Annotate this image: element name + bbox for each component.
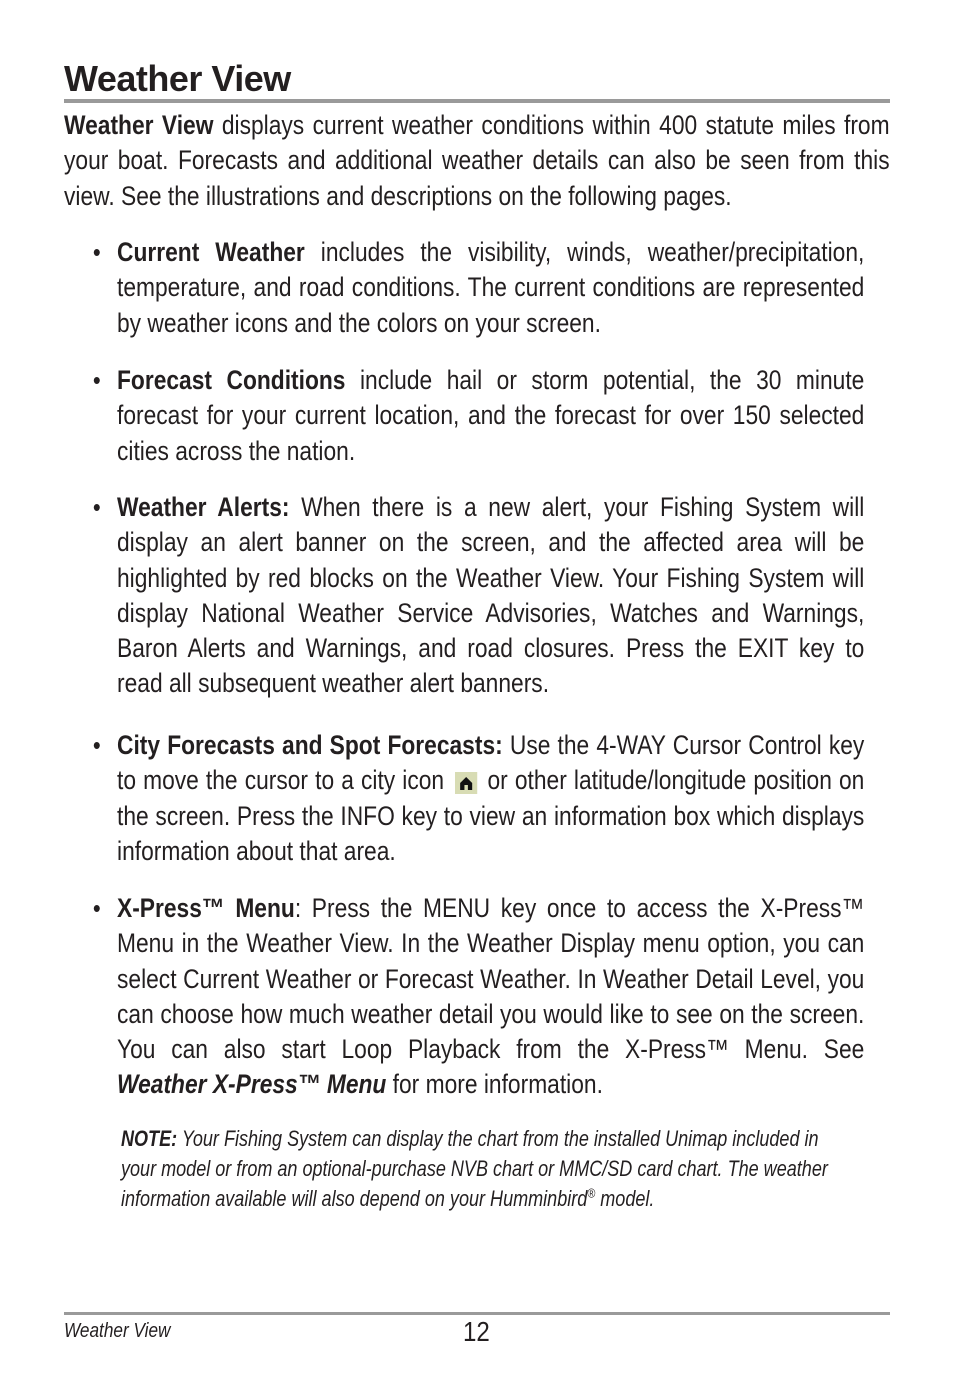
bullet-dot: • — [92, 730, 101, 760]
intro-paragraph — [64, 108, 890, 214]
bullet-dot: • — [92, 893, 101, 923]
note-paragraph — [121, 1124, 843, 1214]
intro-lead: Weather View — [64, 110, 214, 140]
bullet-text: include hail or storm potential, the 30 minute forecast for your current location, and the forecast for over 150 selected cities across the nation. — [117, 365, 865, 466]
bullet-dot: • — [92, 237, 101, 267]
bullet-forecast-conditions — [92, 363, 865, 469]
bullet-term: Forecast Conditions — [117, 365, 346, 395]
note-text: Your Fishing System can display the chart from the installed Unimap included in your model or from an optional-purchase NVB chart or MMC/SD card chart. The weather information available will also depend on your Humminbird — [121, 1126, 828, 1211]
registered-mark: ® — [587, 1185, 596, 1201]
bullet-text: When there is a new alert, your Fishing System will display an alert banner on the screen, and the affected area will be highlighted by red blocks on the Weather View. Your Fishing System will display National Weather Service Advisories, Watches and Warnings, Baron Alerts and Warnings, and road closures. Press the EXIT key to read all subsequent weather alert banners. — [117, 492, 865, 699]
page-number: 12 — [463, 1316, 490, 1347]
bullet-term: X-Press™ Menu — [117, 893, 295, 923]
bullet-term: Weather Alerts: — [117, 492, 290, 522]
bullet-term: Current Weather — [117, 237, 305, 267]
footer-section-label: Weather View — [64, 1320, 171, 1342]
bullet-xpress-menu — [92, 891, 865, 1103]
bullet-text: includes the visibility, winds, weather/precipitation, temperature, and road conditions. The current conditions are represented by weather icons and the colors on your screen. — [117, 237, 865, 338]
bullet-text: : Press the MENU key once to access the X-Press™ Menu in the Weather View. In the Weather Display menu option, you can select Current Weather or Forecast Weather. In Weather Detail Level, you can choose how much weather detail you would like to see on the screen. You can also start Loop Playback from the X-Press™ Menu. See — [117, 893, 865, 1065]
bullet-dot: • — [92, 365, 101, 395]
bullet-city-forecasts — [92, 728, 865, 869]
intro-text: displays current weather conditions within 400 statute miles from your boat. Forecasts and additional weather details can also be seen from this view. See the illustrations and descriptions on the following pages. — [64, 110, 890, 211]
bullet-weather-alerts — [92, 490, 865, 702]
note-label: NOTE: — [121, 1126, 178, 1151]
footer-rule — [64, 1312, 890, 1315]
bullet-term: City Forecasts and Spot Forecasts: — [117, 730, 503, 760]
xpress-menu-reference: Weather X-Press™ Menu — [117, 1069, 387, 1100]
bullet-current-weather — [92, 235, 865, 341]
bullet-text-end: for more information. — [386, 1069, 603, 1100]
title-rule — [64, 99, 890, 103]
page-title: Weather View — [64, 58, 291, 99]
city-icon — [455, 768, 477, 790]
note-text-end: model. — [595, 1186, 655, 1211]
bullet-text: Use the 4-WAY Cursor Control key to move the cursor to a city icon — [117, 730, 865, 796]
bullet-text-continued: or other latitude/longitude position on the screen. Press the INFO key to view an information box which displays information about that area. — [117, 765, 865, 866]
bullet-dot: • — [92, 492, 101, 522]
